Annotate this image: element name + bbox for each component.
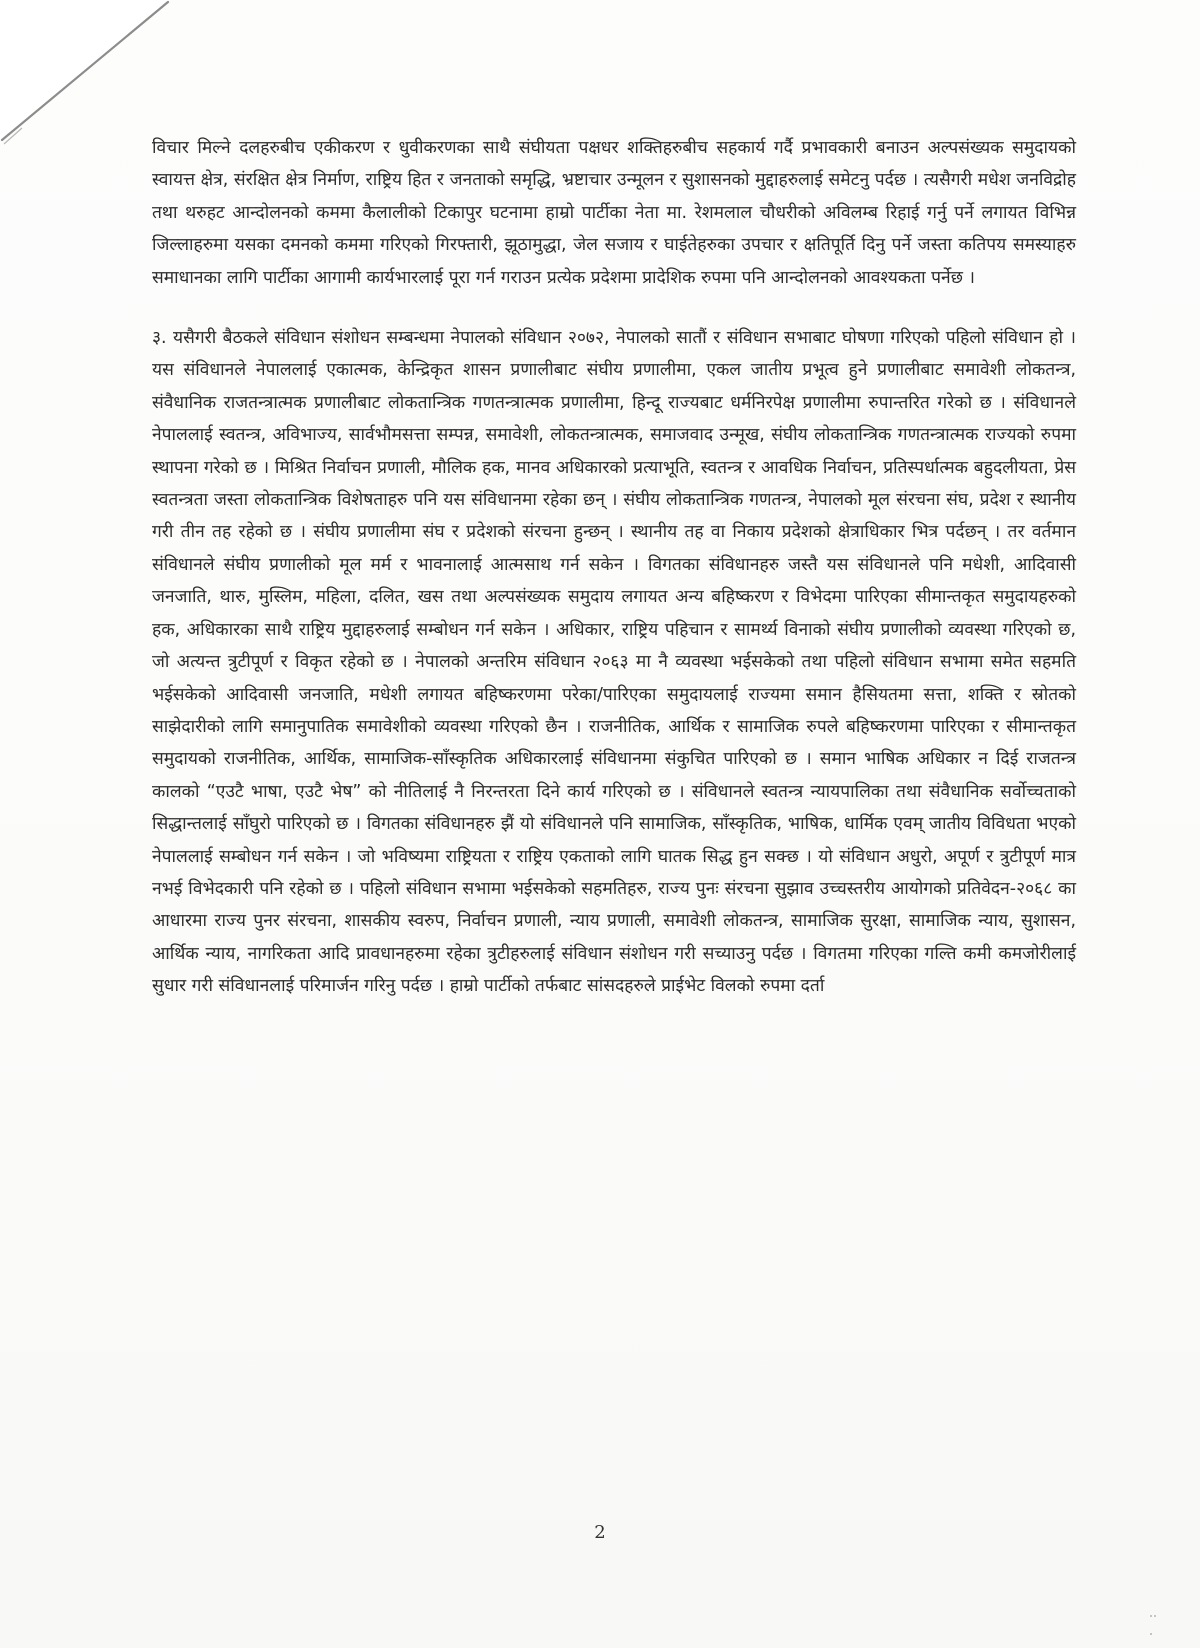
scan-artifact	[1150, 1604, 1160, 1608]
document-body	[152, 132, 1076, 1003]
paragraph-2: ३. यसैगरी बैठकले संविधान संशोधन सम्बन्धमा नेपालको संविधान २०७२, नेपालको सातौं र संविधान सभाबाट घोषणा गरिएको पहिलो संविधान हो । यस संविधानले नेपाललाई एकात्मक, केन्द्रिकृत शासन प्रणालीबाट संघीय प्रणालीमा, एकल जातीय प्रभूत्व हुने प्रणालीबाट समावेशी लोकतन्त्र, संवैधानिक राजतन्त्रात्मक प्रणालीबाट लोकतान्त्रिक गणतन्त्रात्मक प्रणालीमा, हिन्दू राज्यबाट धर्मनिरपेक्ष प्रणालीमा रुपान्तरित गरेको छ । संविधानले नेपाललाई स्वतन्त्र, अविभाज्य, सार्वभौमसत्ता सम्पन्न, समावेशी, लोकतन्त्रात्मक, समाजवाद उन्मूख, संघीय लोकतान्त्रिक गणतन्त्रात्मक राज्यको रुपमा स्थापना गरेको छ । मिश्रित निर्वाचन प्रणाली, मौलिक हक, मानव अधिकारको प्रत्याभूति, स्वतन्त्र र आवधिक निर्वाचन, प्रतिस्पर्धात्मक बहुदलीयता, प्रेस स्वतन्त्रता जस्ता लोकतान्त्रिक विशेषताहरु पनि यस संविधानमा रहेका छन् । संघीय लोकतान्त्रिक गणतन्त्र, नेपालको मूल संरचना संघ, प्रदेश र स्थानीय गरी तीन तह रहेको छ । संघीय प्रणालीमा संघ र प्रदेशको संरचना हुन्छन् । स्थानीय तह वा निकाय प्रदेशको क्षेत्राधिकार भित्र पर्दछन् । तर वर्तमान संविधानले संघीय प्रणालीको मूल मर्म र भावनालाई आत्मसाथ गर्न सकेन । विगतका संविधानहरु जस्तै यस संविधानले पनि मधेशी, आदिवासी जनजाति, थारु, मुस्लिम, महिला, दलित, खस तथा अल्पसंख्यक समुदाय लगायत अन्य बहिष्करण र विभेदमा पारिएका सीमान्तकृत समुदायहरुको हक, अधिकारका साथै राष्ट्रिय मुद्दाहरुलाई सम्बोधन गर्न सकेन । अधिकार, राष्ट्रिय पहिचान र सामर्थ्य विनाको संघीय प्रणालीको व्यवस्था गरिएको छ, जो अत्यन्त त्रुटीपूर्ण र विकृत रहेको छ । नेपालको अन्तरिम संविधान २०६३ मा नै व्यवस्था भईसकेको तथा पहिलो संविधान सभामा समेत सहमति भईसकेको आदिवासी जनजाति, मधेशी लगायत बहिष्करणमा परेका/पारिएका समुदायलाई राज्यमा समान हैसियतमा सत्ता, शक्ति र स्रोतको साझेदारीको लागि समानुपातिक समावेशीको व्यवस्था गरिएको छैन । राजनीतिक, आर्थिक र सामाजिक रुपले बहिष्करणमा पारिएका र सीमान्तकृत समुदायको राजनीतिक, आर्थिक, सामाजिक-साँस्कृतिक अधिकारलाई संविधानमा संकुचित पारिएको छ । समान भाषिक अधिकार न दिई राजतन्त्र कालको “एउटै भाषा, एउटै भेष” को नीतिलाई नै निरन्तरता दिने कार्य गरिएको छ । संविधानले स्वतन्त्र न्यायपालिका तथा संवैधानिक सर्वोच्चताको सिद्धान्तलाई साँघुरो पारिएको छ । विगतका संविधानहरु झैं यो संविधानले पनि सामाजिक, साँस्कृतिक, भाषिक, धार्मिक एवम् जातीय विविधता भएको नेपाललाई सम्बोधन गर्न सकेन । जो भविष्यमा राष्ट्रियता र राष्ट्रिय एकताको लागि घातक सिद्ध हुन सक्छ । यो संविधान अधुरो, अपूर्ण र त्रुटीपूर्ण मात्र नभई विभेदकारी पनि रहेको छ । पहिलो संविधान सभामा भईसकेको सहमतिहरु, राज्य पुनः संरचना सुझाव उच्चस्तरीय आयोगको प्रतिवेदन-२०६८ का आधारमा राज्य पुनर संरचना, शासकीय स्वरुप, निर्वाचन प्रणाली, न्याय प्रणाली, समावेशी लोकतन्त्र, सामाजिक सुरक्षा, सामाजिक न्याय, सुशासन, आर्थिक न्याय, नागरिकता आदि प्रावधानहरुमा रहेका त्रुटीहरुलाई संविधान संशोधन गरी सच्याउनु पर्दछ । विगतमा गरिएका गल्ति कमी कमजोरीलाई सुधार गरी संविधानलाई परिमार्जन गरिनु पर्दछ । हाम्रो पार्टीको तर्फबाट सांसदहरुले प्राईभेट विलको रुपमा दर्ता	[152, 328, 1076, 997]
page-number: 2	[594, 1522, 606, 1543]
paragraph-1: विचार मिल्ने दलहरुबीच एकीकरण र धुवीकरणका साथै संघीयता पक्षधर शक्तिहरुबीच सहकार्य गर्दै प्रभावकारी बनाउन अल्पसंख्यक समुदायको स्वायत्त क्षेत्र, संरक्षित क्षेत्र निर्माण, राष्ट्रिय हित र जनताको समृद्धि, भ्रष्टाचार उन्मूलन र सुशासनको मुद्दाहरुलाई समेटनु पर्दछ । त्यसैगरी मधेश जनविद्रोह तथा थरुहट आन्दोलनको कममा कैलालीको टिकापुर घटनामा हाम्रो पार्टीका नेता मा. रेशमलाल चौधरीको अविलम्ब रिहाई गर्नु पर्ने लगायत विभिन्न जिल्लाहरुमा यसका दमनको कममा गरिएको गिरफ्तारी, झूठामुद्धा, जेल सजाय र घाईतेहरुका उपचार र क्षतिपूर्ति दिनु पर्ने जस्ता कतिपय समस्याहरु समाधानका लागि पार्टीका आगामी कार्यभारलाई पूरा गर्न गराउन प्रत्येक प्रदेशमा प्रादेशिक रुपमा पनि आन्दोलनको आवश्यकता पर्नेछ ।	[152, 138, 1076, 288]
